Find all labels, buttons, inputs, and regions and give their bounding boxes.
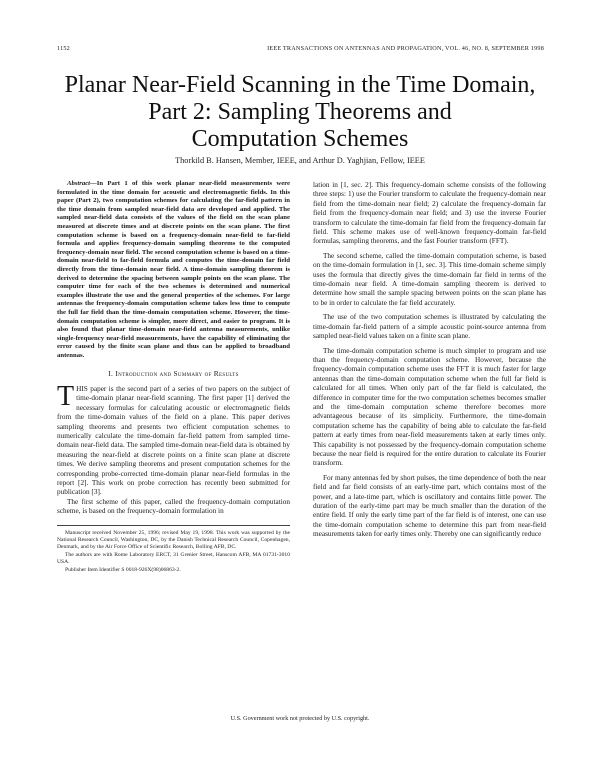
intro-paragraph-1 <box>57 380 290 498</box>
footnote-publisher-id: Publisher Item Identifier S 0018-926X(98)06863-2. <box>65 566 181 573</box>
body-paragraph-5: For many antennas fed by short pulses, the time dependence of both the near field and far field consists of an early-time part, which contains most of the power, and a late-time part, which is oscillatory and contains little power. The duration of the early-time part may be much smaller than the duration of the entire field. If only the early time part of the far field is of interest, one can use the time-domain computation scheme to determine this part from near-field measurements taken for early times only. Thereby one can significantly reduce <box>313 473 546 539</box>
abstract <box>57 180 290 360</box>
footnote <box>57 525 290 574</box>
copyright-footer: U.S. Government work not protected by U.S. copyright. <box>230 715 370 722</box>
title-line-1: Planar Near-Field Scanning in the Time Domain, <box>64 72 536 98</box>
body-paragraph-1: lation in [1, sec. 2]. This frequency-domain scheme consists of the following three steps: 1) use the Fourier transform to calculate the frequency-domain near field from the time-domain near field; 2) calculate the frequency-domain far field from the frequency-domain near field; and 3) use the inverse Fourier transform to calculate the time-domain far field from the frequency-domain far field. This scheme makes use of well-known frequency-domain far-field formulas, sampling theorems, and the fast Fourier transform (FFT). <box>313 181 546 246</box>
intro-paragraph-2: The first scheme of this paper, called the frequency-domain computation scheme, is based on the frequency-domain formulation in <box>57 497 290 516</box>
right-column <box>313 181 546 545</box>
drop-cap: T <box>57 380 75 412</box>
section-heading: I. Introduction and Summary of Results <box>108 369 239 379</box>
title-line-2: Part 2: Sampling Theorems and <box>148 99 452 125</box>
body-paragraph-4: The time-domain computation scheme is much simpler to program and use than the frequency-domain computation scheme. However, because the frequency-domain computation scheme uses the FFT it is much faster for large antennas than the time-domain computation scheme when the full far field is calculated for all times. When only part of the far field is calculated, the difference in computer time for the two computation schemes becomes smaller and the time-domain computation scheme therefore becomes more advantageous because of its simplicity. Furthermore, the time-domain computation scheme has the capability of being able to calculate the far-field pattern at early times from near-field measurements taken at early times only. This capability is not possessed by the frequency-domain computation scheme because the near field is required for the entire duration to calculate its Fourier transform. <box>313 346 546 468</box>
page-number: 1152 <box>57 45 70 52</box>
body-paragraph-3: The use of the two computation schemes is illustrated by calculating the time-domain far-field pattern of a simple acoustic point-source antenna from sampled near-field values taken on a finite scan plane. <box>313 313 546 341</box>
abstract-text: In Part 1 of this work planar near-field measurements were formulated in the time domain for acoustic and electromagnetic fields. In this paper (Part 2), two computation schemes for calculating the far-field pattern in the time domain from sampled near-field data are developed and applied. The sampled near-field data consists of the values of the field on the scan plane measured at discrete times and at discrete points on the scan plane. The first computation scheme is based on a frequency-domain near-field to far-field formula and applies frequency-domain sampling theorems to the computed frequency-domain near field. The second computation scheme is based on a time-domain near-field to far-field formula and computes the time-domain far field directly from the time-domain near field. A time-domain sampling theorem is derived to determine the spacing between sample points on the scan plane. The computer time for each of the two schemes is determined and numerical examples illustrate the use and the general properties of the schemes. For large antennas the frequency-domain computation scheme takes less time to compute the full far field than the time-domain computation scheme. However, the time-domain computation scheme is simpler, more direct, and easier to program. It is also found that planar time-domain near-field antenna measurements, unlike single-frequency near-field measurements, have the capability of eliminating the error caused by the finite scan plane and thus can be applied to broadband antennas. <box>57 180 290 359</box>
left-column <box>57 180 290 575</box>
title-line-3: Computation Schemes <box>191 126 409 152</box>
introduction <box>57 380 290 517</box>
footnote-received: Manuscript received November 25, 1996; revised May 19, 1998. This work was supported by the National Research Council, Washington, DC, by the Danish Technical Research Council, Copenhagen, Denmark, and by the Air Force Office of Scientific Research, Bolling AFB, DC. <box>57 529 290 550</box>
journal-running-head: IEEE TRANSACTIONS ON ANTENNAS AND PROPAGATION, VOL. 46, NO. 8, SEPTEMBER 1998 <box>267 45 544 52</box>
intro-paragraph-1-text: HIS paper is the second part of a series of two papers on the subject of time-domain planar near-field scanning. The first paper [1] derived the necessary formulas for calculating acoustic or electromagnetic fields from the time-domain values of the field on a plane. This paper derives sampling theorems and presents two efficient computation schemes to numerically calculate the time-domain far-field pattern from sampled time-domain near-field data. The sampled time-domain near-field data is obtained by measuring the near-field at discrete points on a finite scan plane at discrete times. We derive sampling theorems and present computation schemes for the corresponding probe-corrected time-domain planar near-field formulas in the report [2]. This work on probe correction has recently been submitted for publication [3]. <box>57 384 290 497</box>
author-line: Thorkild B. Hansen, Member, IEEE, and Arthur D. Yaghjian, Fellow, IEEE <box>175 156 425 165</box>
abstract-lead: Abstract— <box>67 180 97 187</box>
body-paragraph-2: The second scheme, called the time-domain computation scheme, is based on the time-domain formulation in [1, sec. 3]. This time-domain scheme simply uses the formula that directly gives the time-domain far field in terms of the time-domain near field. A time-domain sampling theorem is derived to determine how small the sample spacing between points on the scan plane has to be in order to calculate the far field accurately. <box>313 251 546 307</box>
footnote-affiliation: The authors are with Rome Laboratory ERCT, 31 Grenier Street, Hanscom AFB, MA 01731-3010 USA. <box>57 551 290 565</box>
paper-title <box>60 72 540 153</box>
